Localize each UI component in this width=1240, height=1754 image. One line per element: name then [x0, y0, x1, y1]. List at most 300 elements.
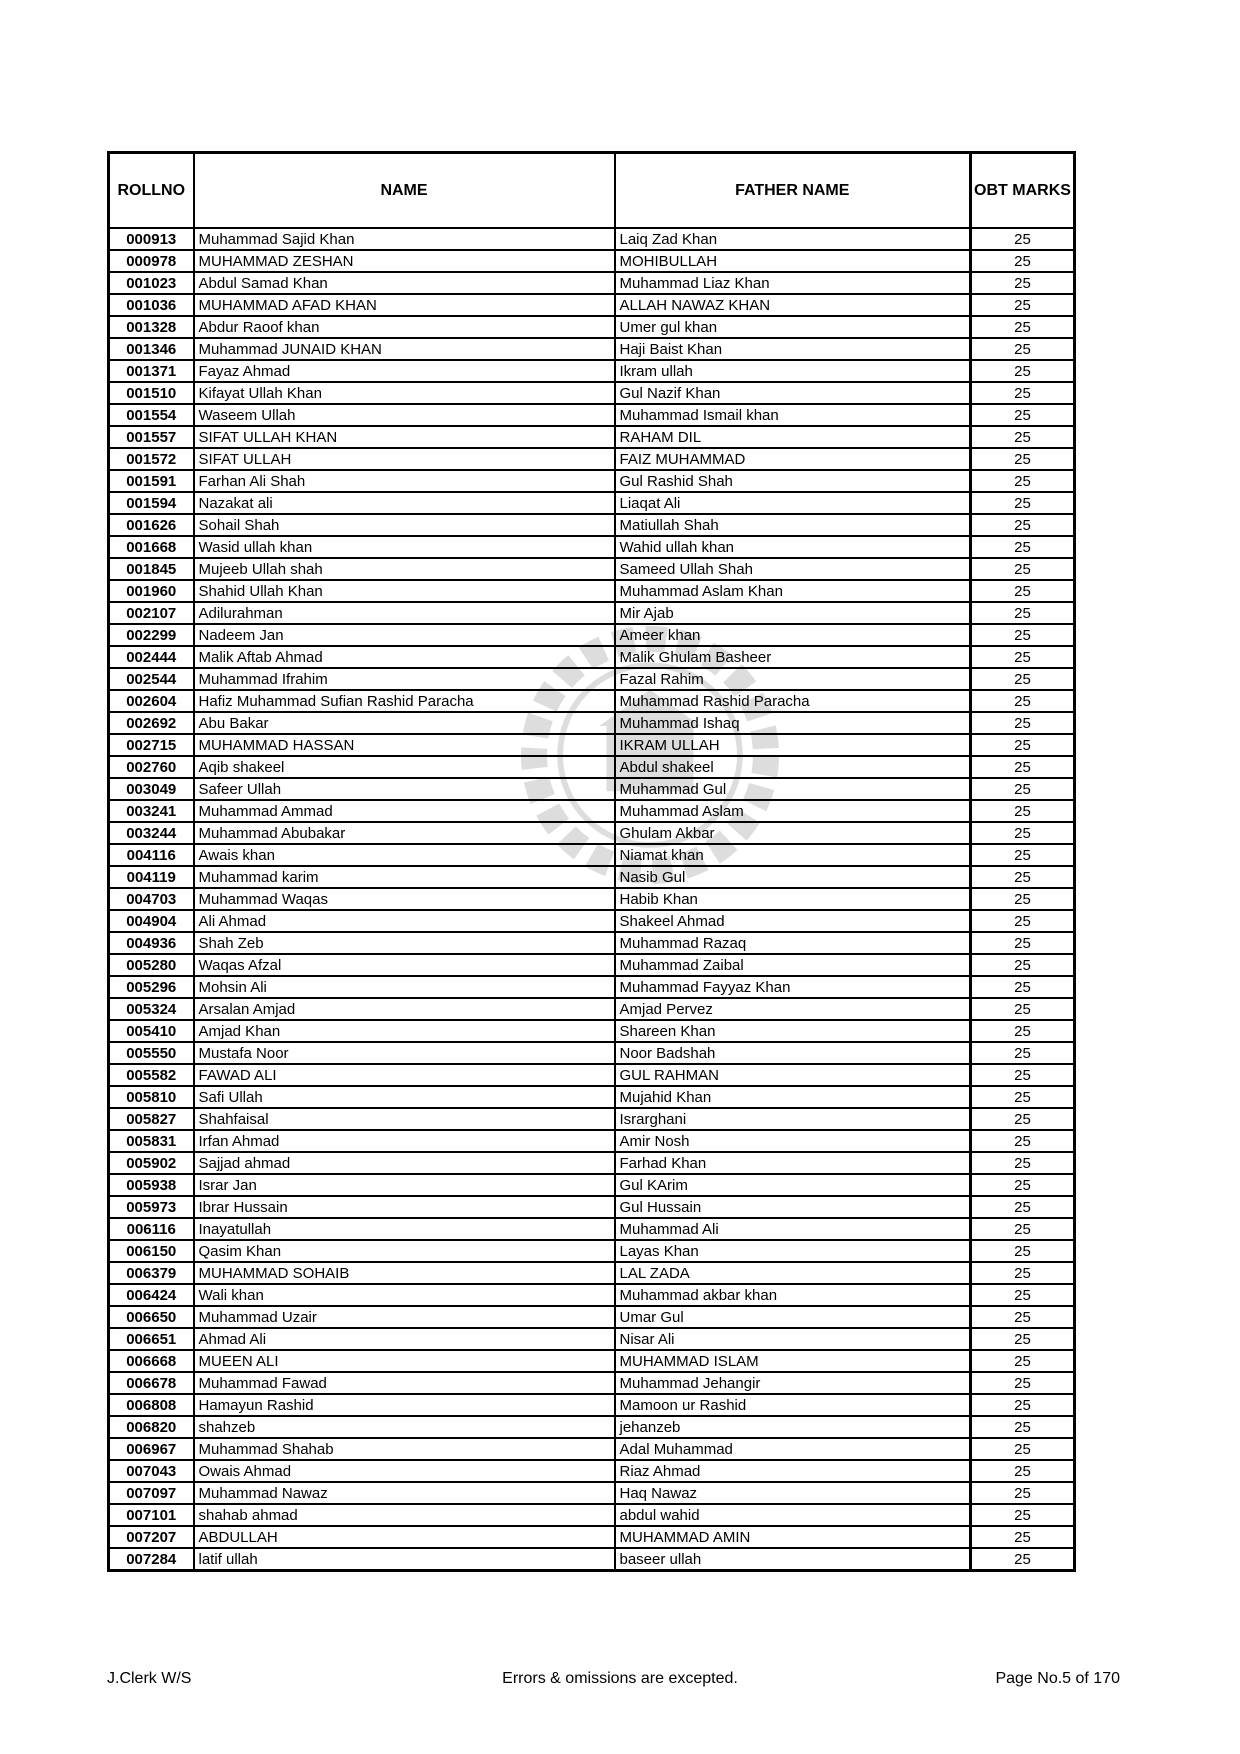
rollno-cell: 007207: [109, 1526, 194, 1548]
obt-marks-cell: 25: [971, 382, 1075, 404]
table-row: [109, 1526, 1075, 1548]
obt-marks-cell: 25: [971, 1526, 1075, 1548]
obt-marks-cell: 25: [971, 1372, 1075, 1394]
father-name-cell: Abdul shakeel: [615, 756, 971, 778]
name-cell: Mohsin Ali: [194, 976, 615, 998]
table-row: [109, 448, 1075, 470]
father-name-cell: Haq Nawaz: [615, 1482, 971, 1504]
table-row: [109, 1174, 1075, 1196]
table-row: [109, 690, 1075, 712]
table-row: [109, 712, 1075, 734]
name-cell: Waqas Afzal: [194, 954, 615, 976]
obt-marks-cell: 25: [971, 1196, 1075, 1218]
rollno-cell: 003049: [109, 778, 194, 800]
obt-marks-cell: 25: [971, 1548, 1075, 1571]
rollno-cell: 004936: [109, 932, 194, 954]
name-cell: Shah Zeb: [194, 932, 615, 954]
name-cell: Ahmad Ali: [194, 1328, 615, 1350]
obt-marks-cell: 25: [971, 1240, 1075, 1262]
table-row: [109, 954, 1075, 976]
rollno-cell: 001668: [109, 536, 194, 558]
name-cell: Shahfaisal: [194, 1108, 615, 1130]
table-row: [109, 800, 1075, 822]
father-name-cell: Noor Badshah: [615, 1042, 971, 1064]
father-name-cell: Muhammad Gul: [615, 778, 971, 800]
name-cell: Muhammad JUNAID KHAN: [194, 338, 615, 360]
rollno-cell: 006820: [109, 1416, 194, 1438]
father-name-cell: Haji Baist Khan: [615, 338, 971, 360]
footer-page-number: Page No.5 of 170: [995, 1670, 1120, 1687]
obt-marks-cell: 25: [971, 976, 1075, 998]
rollno-cell: 007101: [109, 1504, 194, 1526]
table-row: [109, 888, 1075, 910]
rollno-cell: 001845: [109, 558, 194, 580]
father-name-cell: Israrghani: [615, 1108, 971, 1130]
father-name-cell: Amjad Pervez: [615, 998, 971, 1020]
table-row: [109, 1394, 1075, 1416]
table-row: [109, 624, 1075, 646]
father-name-cell: MUHAMMAD ISLAM: [615, 1350, 971, 1372]
name-cell: Ali Ahmad: [194, 910, 615, 932]
obt-marks-cell: 25: [971, 1482, 1075, 1504]
rollno-cell: 005810: [109, 1086, 194, 1108]
table-row: [109, 1306, 1075, 1328]
father-name-cell: Wahid ullah khan: [615, 536, 971, 558]
obt-marks-cell: 25: [971, 1218, 1075, 1240]
father-name-cell: Ghulam Akbar: [615, 822, 971, 844]
obt-marks-cell: 25: [971, 228, 1075, 250]
father-name-cell: Muhammad Rashid Paracha: [615, 690, 971, 712]
rollno-cell: 001510: [109, 382, 194, 404]
table-row: [109, 1064, 1075, 1086]
name-cell: Safeer Ullah: [194, 778, 615, 800]
name-cell: Sohail Shah: [194, 514, 615, 536]
obt-marks-cell: 25: [971, 602, 1075, 624]
name-cell: Abdur Raoof khan: [194, 316, 615, 338]
obt-marks-cell: 25: [971, 1416, 1075, 1438]
father-name-cell: Liaqat Ali: [615, 492, 971, 514]
rollno-cell: 006116: [109, 1218, 194, 1240]
father-name-cell: Muhammad Razaq: [615, 932, 971, 954]
obt-marks-cell: 25: [971, 734, 1075, 756]
rollno-cell: 006967: [109, 1438, 194, 1460]
obt-marks-cell: 25: [971, 1174, 1075, 1196]
rollno-cell: 006150: [109, 1240, 194, 1262]
obt-marks-cell: 25: [971, 448, 1075, 470]
father-name-cell: LAL ZADA: [615, 1262, 971, 1284]
father-name-cell: Nasib Gul: [615, 866, 971, 888]
name-cell: Arsalan Amjad: [194, 998, 615, 1020]
name-cell: MUHAMMAD HASSAN: [194, 734, 615, 756]
father-name-cell: Muhammad Fayyaz Khan: [615, 976, 971, 998]
obt-marks-cell: 25: [971, 1064, 1075, 1086]
name-cell: Safi Ullah: [194, 1086, 615, 1108]
father-name-cell: Shareen Khan: [615, 1020, 971, 1042]
name-cell: MUHAMMAD SOHAIB: [194, 1262, 615, 1284]
obt-marks-cell: 25: [971, 1262, 1075, 1284]
obt-marks-cell: 25: [971, 404, 1075, 426]
father-name-cell: Nisar Ali: [615, 1328, 971, 1350]
obt-marks-cell: 25: [971, 668, 1075, 690]
father-name-cell: Mamoon ur Rashid: [615, 1394, 971, 1416]
table-row: [109, 1152, 1075, 1174]
father-name-cell: Muhammad akbar khan: [615, 1284, 971, 1306]
rollno-cell: 001346: [109, 338, 194, 360]
table-row: [109, 1196, 1075, 1218]
rollno-cell: 006379: [109, 1262, 194, 1284]
table-row: [109, 250, 1075, 272]
obt-marks-cell: 25: [971, 756, 1075, 778]
name-cell: Ibrar Hussain: [194, 1196, 615, 1218]
rollno-cell: 005827: [109, 1108, 194, 1130]
father-name-cell: Niamat khan: [615, 844, 971, 866]
rollno-cell: 003241: [109, 800, 194, 822]
obt-marks-cell: 25: [971, 998, 1075, 1020]
obt-marks-cell: 25: [971, 844, 1075, 866]
table-row: [109, 294, 1075, 316]
father-name-cell: Muhammad Aslam Khan: [615, 580, 971, 602]
table-row: [109, 1438, 1075, 1460]
header-name: NAME: [194, 153, 615, 229]
table-row: [109, 316, 1075, 338]
table-row: [109, 1086, 1075, 1108]
name-cell: Owais Ahmad: [194, 1460, 615, 1482]
header-rollno: ROLLNO: [109, 153, 194, 229]
rollno-cell: 006668: [109, 1350, 194, 1372]
table-row: [109, 1042, 1075, 1064]
name-cell: Sajjad ahmad: [194, 1152, 615, 1174]
father-name-cell: Laiq Zad Khan: [615, 228, 971, 250]
obt-marks-cell: 25: [971, 1306, 1075, 1328]
father-name-cell: Sameed Ullah Shah: [615, 558, 971, 580]
father-name-cell: Habib Khan: [615, 888, 971, 910]
rollno-cell: 004904: [109, 910, 194, 932]
table-row: [109, 1108, 1075, 1130]
father-name-cell: ALLAH NAWAZ KHAN: [615, 294, 971, 316]
name-cell: Waseem Ullah: [194, 404, 615, 426]
obt-marks-cell: 25: [971, 514, 1075, 536]
rollno-cell: 000913: [109, 228, 194, 250]
table-row: [109, 976, 1075, 998]
name-cell: Nadeem Jan: [194, 624, 615, 646]
table-row: [109, 1548, 1075, 1571]
name-cell: Wali khan: [194, 1284, 615, 1306]
father-name-cell: Muhammad Aslam: [615, 800, 971, 822]
table-row: [109, 822, 1075, 844]
table-row: [109, 910, 1075, 932]
rollno-cell: 005410: [109, 1020, 194, 1042]
father-name-cell: Umar Gul: [615, 1306, 971, 1328]
obt-marks-cell: 25: [971, 360, 1075, 382]
rollno-cell: 002444: [109, 646, 194, 668]
rollno-cell: 002692: [109, 712, 194, 734]
rollno-cell: 001023: [109, 272, 194, 294]
name-cell: MUEEN ALI: [194, 1350, 615, 1372]
obt-marks-cell: 25: [971, 1284, 1075, 1306]
name-cell: Muhammad Waqas: [194, 888, 615, 910]
father-name-cell: Amir Nosh: [615, 1130, 971, 1152]
father-name-cell: Mujahid Khan: [615, 1086, 971, 1108]
rollno-cell: 004119: [109, 866, 194, 888]
table-row: [109, 734, 1075, 756]
father-name-cell: Adal Muhammad: [615, 1438, 971, 1460]
obt-marks-cell: 25: [971, 1108, 1075, 1130]
obt-marks-cell: 25: [971, 712, 1075, 734]
father-name-cell: MOHIBULLAH: [615, 250, 971, 272]
header-obt-marks: OBT MARKS: [971, 153, 1075, 229]
father-name-cell: baseer ullah: [615, 1548, 971, 1571]
name-cell: Hamayun Rashid: [194, 1394, 615, 1416]
father-name-cell: Ikram ullah: [615, 360, 971, 382]
table-row: [109, 646, 1075, 668]
obt-marks-cell: 25: [971, 932, 1075, 954]
footer-disclaimer: Errors & omissions are excepted.: [502, 1670, 738, 1687]
table-body: [109, 228, 1075, 1571]
rollno-cell: 006424: [109, 1284, 194, 1306]
footer-clerk: J.Clerk W/S: [107, 1670, 192, 1687]
results-table: [107, 151, 1076, 1572]
name-cell: Aqib shakeel: [194, 756, 615, 778]
name-cell: Fayaz Ahmad: [194, 360, 615, 382]
obt-marks-cell: 25: [971, 558, 1075, 580]
name-cell: shahab ahmad: [194, 1504, 615, 1526]
father-name-cell: Malik Ghulam Basheer: [615, 646, 971, 668]
table-row: [109, 492, 1075, 514]
name-cell: Muhammad Abubakar: [194, 822, 615, 844]
table-row: [109, 602, 1075, 624]
name-cell: SIFAT ULLAH: [194, 448, 615, 470]
table-row: [109, 580, 1075, 602]
obt-marks-cell: 25: [971, 1020, 1075, 1042]
rollno-cell: 002107: [109, 602, 194, 624]
obt-marks-cell: 25: [971, 778, 1075, 800]
table-row: [109, 1416, 1075, 1438]
rollno-cell: 002299: [109, 624, 194, 646]
table-row: [109, 778, 1075, 800]
father-name-cell: abdul wahid: [615, 1504, 971, 1526]
table-row: [109, 382, 1075, 404]
rollno-cell: 004116: [109, 844, 194, 866]
table-row: [109, 558, 1075, 580]
obt-marks-cell: 25: [971, 1438, 1075, 1460]
father-name-cell: Riaz Ahmad: [615, 1460, 971, 1482]
rollno-cell: 001557: [109, 426, 194, 448]
obt-marks-cell: 25: [971, 646, 1075, 668]
table-row: [109, 272, 1075, 294]
obt-marks-cell: 25: [971, 888, 1075, 910]
table-row: [109, 514, 1075, 536]
obt-marks-cell: 25: [971, 536, 1075, 558]
name-cell: Hafiz Muhammad Sufian Rashid Paracha: [194, 690, 615, 712]
table-row: [109, 1504, 1075, 1526]
rollno-cell: 005973: [109, 1196, 194, 1218]
rollno-cell: 005280: [109, 954, 194, 976]
rollno-cell: 002604: [109, 690, 194, 712]
father-name-cell: IKRAM ULLAH: [615, 734, 971, 756]
obt-marks-cell: 25: [971, 1350, 1075, 1372]
rollno-cell: 006678: [109, 1372, 194, 1394]
name-cell: Abdul Samad Khan: [194, 272, 615, 294]
name-cell: SIFAT ULLAH KHAN: [194, 426, 615, 448]
name-cell: Awais khan: [194, 844, 615, 866]
name-cell: Inayatullah: [194, 1218, 615, 1240]
name-cell: Nazakat ali: [194, 492, 615, 514]
father-name-cell: Gul KArim: [615, 1174, 971, 1196]
obt-marks-cell: 25: [971, 910, 1075, 932]
rollno-cell: 005582: [109, 1064, 194, 1086]
name-cell: Adilurahman: [194, 602, 615, 624]
father-name-cell: Gul Nazif Khan: [615, 382, 971, 404]
table-row: [109, 338, 1075, 360]
father-name-cell: Mir Ajab: [615, 602, 971, 624]
obt-marks-cell: 25: [971, 492, 1075, 514]
obt-marks-cell: 25: [971, 1130, 1075, 1152]
rollno-cell: 007284: [109, 1548, 194, 1571]
obt-marks-cell: 25: [971, 1460, 1075, 1482]
table-row: [109, 998, 1075, 1020]
table-header-row: [109, 153, 1075, 229]
name-cell: MUHAMMAD AFAD KHAN: [194, 294, 615, 316]
table-row: [109, 1350, 1075, 1372]
rollno-cell: 005831: [109, 1130, 194, 1152]
obt-marks-cell: 25: [971, 470, 1075, 492]
father-name-cell: Muhammad Ishaq: [615, 712, 971, 734]
table-row: [109, 866, 1075, 888]
table-row: [109, 1130, 1075, 1152]
table-row: [109, 404, 1075, 426]
rollno-cell: 001591: [109, 470, 194, 492]
father-name-cell: jehanzeb: [615, 1416, 971, 1438]
name-cell: Shahid Ullah Khan: [194, 580, 615, 602]
father-name-cell: Layas Khan: [615, 1240, 971, 1262]
rollno-cell: 007043: [109, 1460, 194, 1482]
name-cell: MUHAMMAD ZESHAN: [194, 250, 615, 272]
rollno-cell: 006808: [109, 1394, 194, 1416]
name-cell: Abu Bakar: [194, 712, 615, 734]
obt-marks-cell: 25: [971, 1504, 1075, 1526]
name-cell: Muhammad karim: [194, 866, 615, 888]
rollno-cell: 006650: [109, 1306, 194, 1328]
rollno-cell: 005550: [109, 1042, 194, 1064]
name-cell: ABDULLAH: [194, 1526, 615, 1548]
father-name-cell: Matiullah Shah: [615, 514, 971, 536]
obt-marks-cell: 25: [971, 316, 1075, 338]
table-row: [109, 1284, 1075, 1306]
name-cell: Israr Jan: [194, 1174, 615, 1196]
obt-marks-cell: 25: [971, 1152, 1075, 1174]
table-row: [109, 756, 1075, 778]
rollno-cell: 003244: [109, 822, 194, 844]
name-cell: Muhammad Fawad: [194, 1372, 615, 1394]
obt-marks-cell: 25: [971, 338, 1075, 360]
obt-marks-cell: 25: [971, 250, 1075, 272]
father-name-cell: Farhad Khan: [615, 1152, 971, 1174]
table-row: [109, 1328, 1075, 1350]
obt-marks-cell: 25: [971, 624, 1075, 646]
rollno-cell: 005938: [109, 1174, 194, 1196]
table-row: [109, 360, 1075, 382]
father-name-cell: Fazal Rahim: [615, 668, 971, 690]
name-cell: Muhammad Sajid Khan: [194, 228, 615, 250]
father-name-cell: GUL RAHMAN: [615, 1064, 971, 1086]
father-name-cell: Muhammad Jehangir: [615, 1372, 971, 1394]
rollno-cell: 000978: [109, 250, 194, 272]
rollno-cell: 001572: [109, 448, 194, 470]
obt-marks-cell: 25: [971, 580, 1075, 602]
header-father-name: FATHER NAME: [615, 153, 971, 229]
table-row: [109, 470, 1075, 492]
obt-marks-cell: 25: [971, 1328, 1075, 1350]
obt-marks-cell: 25: [971, 426, 1075, 448]
father-name-cell: MUHAMMAD AMIN: [615, 1526, 971, 1548]
rollno-cell: 001328: [109, 316, 194, 338]
rollno-cell: 001036: [109, 294, 194, 316]
obt-marks-cell: 25: [971, 1042, 1075, 1064]
rollno-cell: 001626: [109, 514, 194, 536]
name-cell: Wasid ullah khan: [194, 536, 615, 558]
rollno-cell: 001371: [109, 360, 194, 382]
father-name-cell: Muhammad Ismail khan: [615, 404, 971, 426]
name-cell: Muhammad Ammad: [194, 800, 615, 822]
name-cell: Kifayat Ullah Khan: [194, 382, 615, 404]
father-name-cell: Gul Hussain: [615, 1196, 971, 1218]
name-cell: Irfan Ahmad: [194, 1130, 615, 1152]
name-cell: Mustafa Noor: [194, 1042, 615, 1064]
name-cell: Farhan Ali Shah: [194, 470, 615, 492]
obt-marks-cell: 25: [971, 294, 1075, 316]
name-cell: Mujeeb Ullah shah: [194, 558, 615, 580]
name-cell: Muhammad Uzair: [194, 1306, 615, 1328]
father-name-cell: Muhammad Zaibal: [615, 954, 971, 976]
father-name-cell: Gul Rashid Shah: [615, 470, 971, 492]
obt-marks-cell: 25: [971, 1086, 1075, 1108]
table-row: [109, 932, 1075, 954]
father-name-cell: FAIZ MUHAMMAD: [615, 448, 971, 470]
name-cell: Malik Aftab Ahmad: [194, 646, 615, 668]
table-row: [109, 1460, 1075, 1482]
name-cell: Muhammad Ifrahim: [194, 668, 615, 690]
rollno-cell: 005296: [109, 976, 194, 998]
name-cell: Muhammad Nawaz: [194, 1482, 615, 1504]
father-name-cell: Shakeel Ahmad: [615, 910, 971, 932]
father-name-cell: Muhammad Ali: [615, 1218, 971, 1240]
table-row: [109, 668, 1075, 690]
name-cell: FAWAD ALI: [194, 1064, 615, 1086]
table-row: [109, 1262, 1075, 1284]
name-cell: latif ullah: [194, 1548, 615, 1571]
table-row: [109, 228, 1075, 250]
rollno-cell: 005902: [109, 1152, 194, 1174]
father-name-cell: RAHAM DIL: [615, 426, 971, 448]
obt-marks-cell: 25: [971, 800, 1075, 822]
results-sheet: [107, 151, 1073, 1572]
table-row: [109, 1020, 1075, 1042]
rollno-cell: 002715: [109, 734, 194, 756]
name-cell: Muhammad Shahab: [194, 1438, 615, 1460]
table-row: [109, 536, 1075, 558]
table-row: [109, 1372, 1075, 1394]
rollno-cell: 005324: [109, 998, 194, 1020]
table-row: [109, 844, 1075, 866]
obt-marks-cell: 25: [971, 272, 1075, 294]
rollno-cell: 004703: [109, 888, 194, 910]
rollno-cell: 007097: [109, 1482, 194, 1504]
rollno-cell: 001594: [109, 492, 194, 514]
obt-marks-cell: 25: [971, 822, 1075, 844]
father-name-cell: Umer gul khan: [615, 316, 971, 338]
table-row: [109, 1482, 1075, 1504]
obt-marks-cell: 25: [971, 954, 1075, 976]
